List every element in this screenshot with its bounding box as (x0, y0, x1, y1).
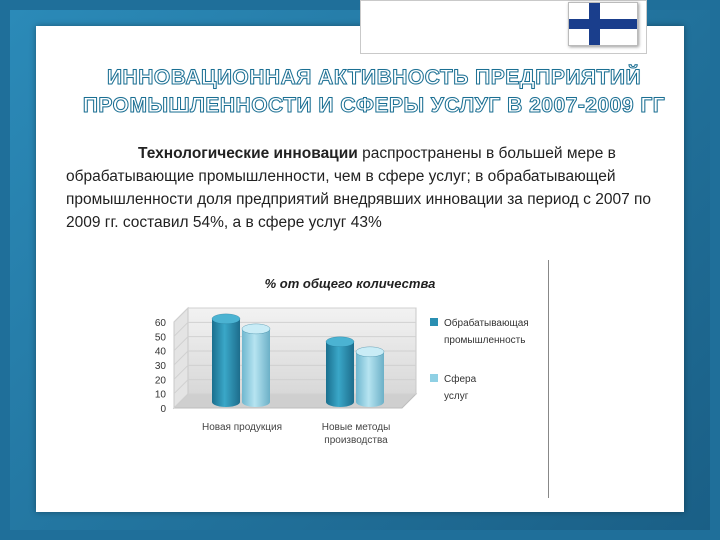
y-tick-label: 30 (154, 361, 166, 372)
legend-swatch (430, 318, 438, 326)
legend-label-line: Обрабатывающая (444, 318, 529, 329)
bar-top (326, 337, 354, 347)
divider-line (548, 260, 549, 498)
y-tick-label: 0 (160, 404, 166, 415)
bar-base (242, 397, 270, 407)
y-tick-label: 20 (154, 375, 166, 387)
bar-base (356, 397, 384, 407)
bar (212, 319, 240, 402)
finland-flag-icon (568, 2, 638, 46)
legend-label (444, 373, 477, 402)
bar-base (212, 397, 240, 407)
bar-chart (138, 262, 550, 498)
legend-label (444, 317, 529, 346)
bar (326, 342, 354, 402)
bar-top (212, 314, 240, 324)
bar-base (326, 397, 354, 407)
x-tick-label: Новая продукция (202, 422, 282, 433)
page-title (54, 64, 694, 120)
description-rest: распространены в большей мере в обрабатывающие промышленности, чем в сфере услуг; в обрабатывающей промышленности доля предприятий внедрявших инновации за период с 2007 по 2009 гг. составил 54%, а в сфере услуг 43% (66, 145, 652, 231)
legend-label-line: промышленность (444, 335, 526, 346)
bar (242, 329, 270, 402)
y-tick-label: 50 (154, 332, 166, 344)
legend-swatch (430, 374, 438, 382)
y-tick-label: 40 (154, 346, 166, 358)
x-tick-label-line: Новые методы (321, 422, 391, 433)
title-line-1: ИННОВАЦИОННАЯ АКТИВНОСТЬ ПРЕДПРИЯТИЙ (106, 66, 642, 89)
x-tick-label-line: производства (324, 435, 388, 446)
y-tick-label: 60 (154, 318, 166, 329)
description-paragraph (66, 142, 656, 234)
bar-top (242, 324, 270, 334)
bar (356, 352, 384, 402)
title-line-2: ПРОМЫШЛЕННОСТИ И СФЕРЫ УСЛУГ В 2007-2009 ГГ (82, 94, 666, 117)
x-tick-label (322, 422, 391, 446)
y-tick-label: 10 (154, 389, 166, 401)
description-lead: Технологические инновации (138, 145, 358, 162)
bar-top (356, 347, 384, 357)
chart-title: % от общего количества (264, 276, 436, 291)
legend-label-line: Сфера (444, 374, 477, 385)
legend-label-line: услуг (444, 391, 469, 402)
